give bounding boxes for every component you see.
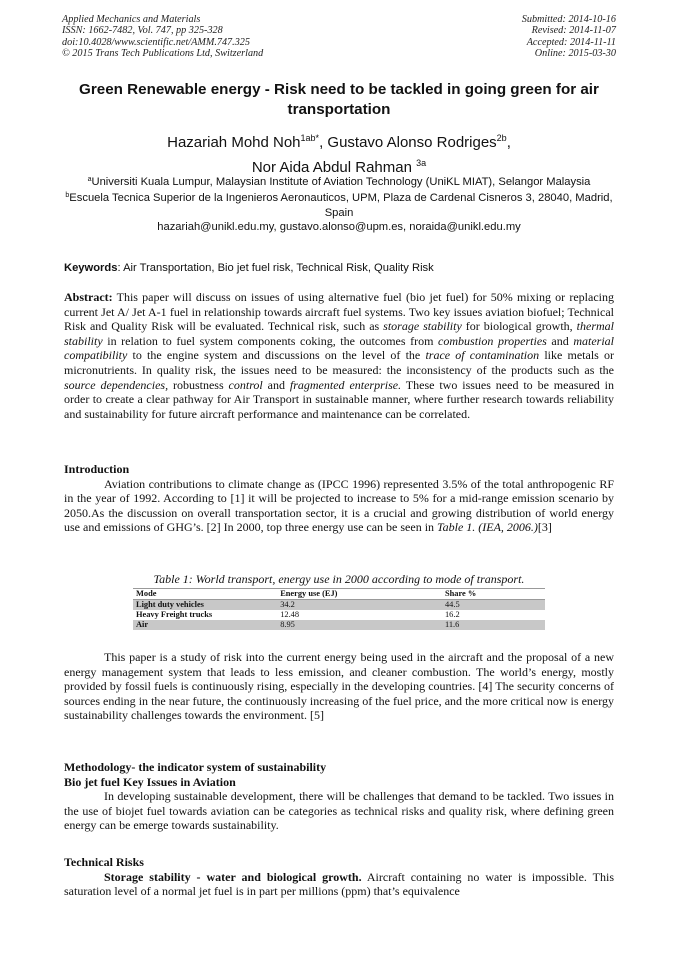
table-header-row — [133, 589, 545, 600]
date-submitted: Submitted: 2014-10-16 — [521, 14, 616, 25]
technical-risks-heading: Technical Risks — [64, 855, 144, 869]
journal-issn: ISSN: 1662-7482, Vol. 747, pp 325-328 — [62, 25, 223, 37]
author-3-sup: 3a — [416, 158, 427, 168]
keywords-label: Keywords — [64, 262, 118, 274]
affiliations — [64, 173, 614, 234]
table-row: Light duty vehicles 34.2 44.5 — [133, 600, 545, 611]
methodology-subheading: Bio jet fuel Key Issues in Aviation — [64, 774, 236, 789]
study-paragraph: This paper is a study of risk into the current energy being used in the aircraft and the proposal of a new energy management system that leads to less emission, and cleaner combustion. The world’s energy, mostly provided by fossil fuels is continuously rising, especially in the developing countries. [4] The security concerns of sources ending in the near future, the continuously increasing of the fuel price, and the more critical now is energy sustainability challenges towards the environment. [5] — [64, 650, 614, 723]
methodology-heading: Methodology- the indicator system of sustainability — [64, 760, 327, 774]
table-row: Air 8.95 11.6 — [133, 620, 545, 630]
storage-stability-lead: Storage stability - water and biological growth. — [104, 869, 362, 884]
author-list: Hazariah Mohd Noh$^{1ab*}$, Gustavo Alonso Rodriges$^{2b}$, Nor Aida Abdul Rahman $^{3a}$ — [167, 133, 511, 176]
date-accepted: Accepted: 2014-11-11 — [526, 36, 616, 48]
author-1: Hazariah Mohd Noh — [167, 134, 301, 151]
abstract: Abstract: This paper will discuss on issues of using alternative fuel (bio jet fuel) for 50% mixing or replacing current Jet A/ Jet A-1 fuel in relationship towards aircraft fuel systems. Two key issues aviation biofuel; Technical Risk and Quality Risk will be evaluated. Technical risk, such as storage stability for biological growth, thermal stability in relation to fuel system components coking, the outcomes from combustion properties and material compatibility to the engine system and discussions on the level of the trace of contamination like metals or micronutrients. In quality risk, the issues need to be measured: the inconsistency of the products such as the source dependencies, robustness control and fragmented enterprise. These two issues need to be measured in order to create a clear pathway for Air Transport in sustainable manner, where further research towards reliability and sustainability for future aircraft performance and maintenance can be correlated. — [64, 290, 615, 421]
author-emails: hazariah@unikl.edu.my, gustavo.alonso@upm.es, noraida@unikl.edu.my — [157, 220, 521, 233]
author-3: Nor Aida Abdul Rahman — [251, 159, 412, 176]
methodology-paragraph: In developing sustainable development, there will be challenges that demand to be tackled. Two issues in the use of biojet fuel towards aviation can be categories as technical risks and quality risk, where defining green energy can be emerge towards sustainability. — [64, 789, 614, 833]
introduction-heading: Introduction — [64, 462, 130, 476]
date-revised: Revised: 2014-11-07 — [531, 25, 616, 37]
author-2-sup: 2b — [496, 133, 507, 143]
col-share: Share % — [442, 589, 545, 600]
table-reference: Table 1. (IEA, 2006.) — [437, 520, 538, 535]
submission-dates — [522, 14, 616, 59]
energy-use-table — [133, 588, 545, 630]
author-1-sup: 1ab* — [300, 133, 320, 143]
abstract-label: Abstract: — [64, 290, 113, 304]
keywords-text: : Air Transportation, Bio jet fuel risk, Technical Risk, Quality Risk — [117, 262, 434, 274]
col-mode: Mode — [133, 589, 277, 600]
affiliation-a: $^a$Universiti Kuala Lumpur, Malaysian Institute of Aviation Technology (UniKL MIAT), Selangor Malaysia — [87, 176, 591, 188]
author-2: Gustavo Alonso Rodriges — [327, 134, 497, 151]
methodology-section — [64, 760, 614, 833]
date-online: Online: 2015-03-30 — [534, 47, 616, 59]
keywords — [64, 261, 614, 275]
technical-risks-paragraph: Storage stability - water and biological growth. Aircraft containing no water is impossible. This saturation level of a normal jet fuel is in part per millions (ppm) that’s equivalence — [64, 869, 614, 899]
journal-info — [62, 14, 263, 59]
journal-doi: doi:10.4028/www.scientific.net/AMM.747.325 — [62, 36, 250, 48]
table-caption: Table 1: World transport, energy use in 2000 according to mode of transport. — [153, 572, 525, 586]
affiliation-b: $^b$Escuela Tecnica Superior de la Ingenieros Aeronauticos, UPM, Plaza de Cardenal Cisneros 3, 28040, Madrid, Spain — [65, 192, 613, 219]
journal-name: Applied Mechanics and Materials — [62, 14, 201, 25]
technical-risks-section — [64, 855, 614, 899]
introduction-section — [64, 462, 614, 535]
paper-title: Green Renewable energy - Risk need to be tackled in going green for air transportation — [79, 81, 599, 118]
introduction-paragraph: Aviation contributions to climate change as (IPCC 1996) represented 3.5% of the total anthropogenic RF in the year of 1992. According to [1] it will be projected to increase to 5% for a mid-range emission scenario by 2050.As the discussion on overall transportation sector, it is a crucial and growing distribution of world energy use and emissions of GHG’s. [2] In 2000, top three energy use can be seen in Table 1. (IEA, 2006.)[3] — [64, 476, 614, 535]
col-energy: Energy use (EJ) — [277, 589, 442, 600]
table-row: Heavy Freight trucks 12.48 16.2 — [136, 610, 460, 619]
journal-header — [62, 14, 616, 59]
journal-copyright: © 2015 Trans Tech Publications Ltd, Switzerland — [62, 47, 264, 59]
